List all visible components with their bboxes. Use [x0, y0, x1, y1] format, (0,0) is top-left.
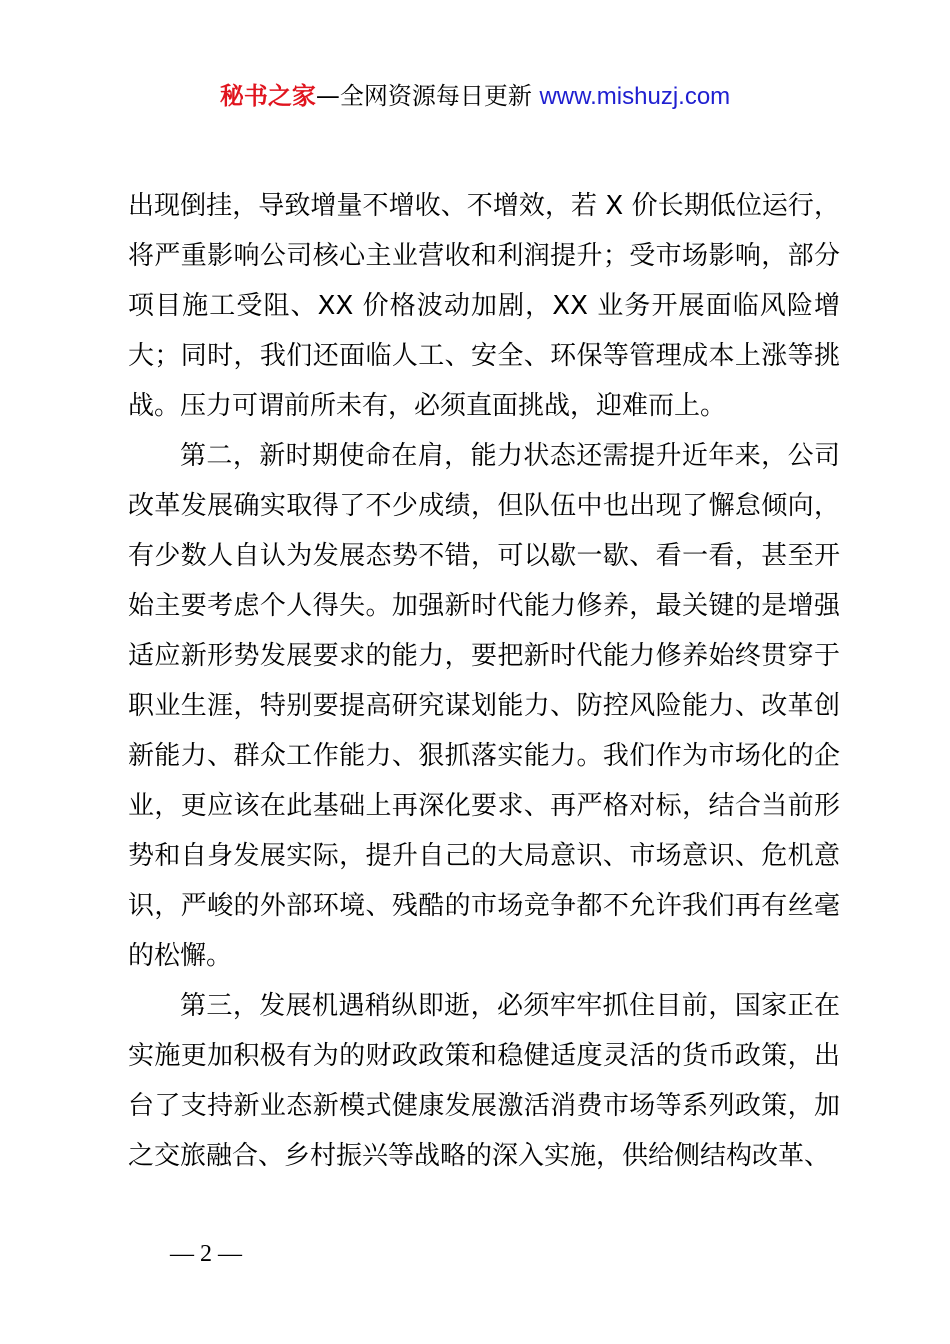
paragraph-continuation: 出现倒挂，导致增量不增收、不增效，若 X 价长期低位运行，将严重影响公司核心主业营收和利润提升；受市场影响，部分项目施工受阻、XX 价格波动加剧，XX 业务开展面临风险增大；同时，我们还面临人工、安全、环保等管理成本上涨等挑战。压力可谓前所未有，必须直面挑战，迎难而上。	[128, 191, 840, 421]
site-brand: 秘书之家	[219, 82, 316, 110]
paragraph-second: 第二，新时期使命在肩，能力状态还需提升近年来，公司改革发展确实取得了不少成绩，但队伍中也出现了懈怠倾向，有少数人自认为发展态势不错，可以歇一歇、看一看，甚至开始主要考虑个人得失。加强新时代能力修养，最关键的是增强适应新形势发展要求的能力，要把新时代能力修养始终贯穿于职业生涯，特别要提高研究谋划能力、防控风险能力、改革创新能力、群众工作能力、狠抓落实能力。我们作为市场化的企业，更应该在此基础上再深化要求、再严格对标，结合当前形势和自身发展实际，提升自己的大局意识、市场意识、危机意识，严峻的外部环境、残酷的市场竞争都不允许我们再有丝毫的松懈。	[128, 441, 840, 971]
site-url[interactable]: www.mishuzj.com	[539, 83, 731, 110]
paragraph-third: 第三，发展机遇稍纵即逝，必须牢牢抓住目前，国家正在实施更加积极有为的财政政策和稳健适度灵活的货币政策，出台了支持新业态新模式健康发展激活消费市场等系列政策，加之交旅融合、乡村振兴等战略的深入实施，供给侧结构改革、	[128, 991, 840, 1171]
document-body	[128, 181, 840, 1181]
page-header	[0, 80, 950, 113]
site-tagline: —全网资源每日更新	[315, 82, 540, 110]
page-number: — 2 —	[170, 1241, 242, 1267]
